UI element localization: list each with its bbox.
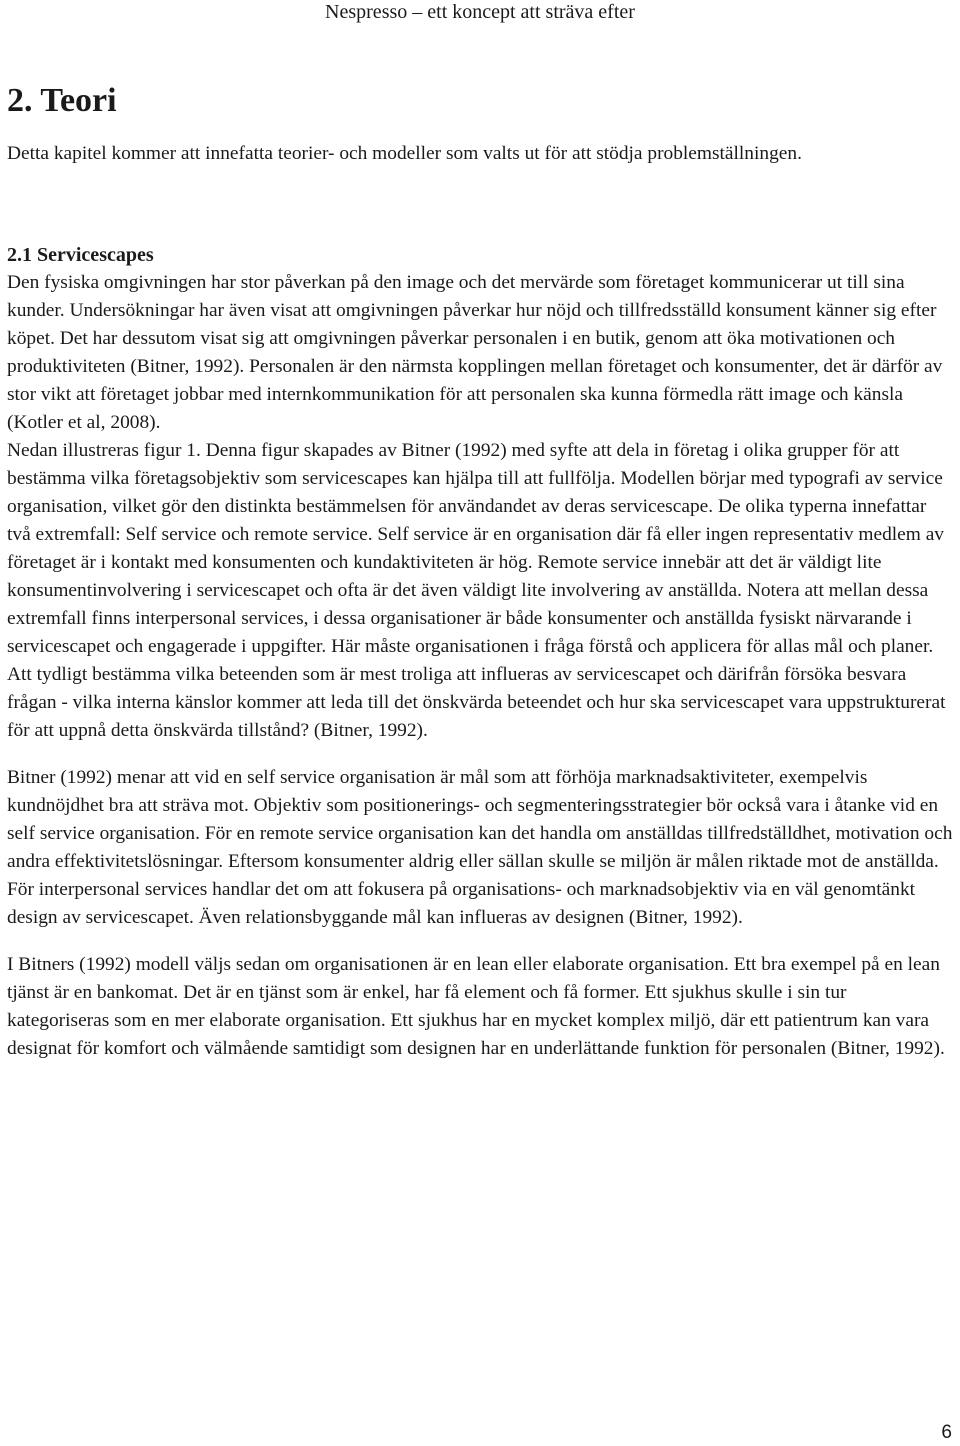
body-paragraph-1: Den fysiska omgivningen har stor påverkan på den image och det mervärde som företaget kommunicerar ut till sina kunder. Undersökningar har även visat att omgivningen påverkar hur nöjd och tillfredsställd konsument känner sig efter köpet. Det har dessutom visat sig att omgivningen påverkar personalen i en butik, genom att öka motivationen och produktiviteten (Bitner, 1992). Personalen är den närmsta kopplingen mellan företaget och konsumenter, det är därför av stor vikt att företaget jobbar med internkommunikation för att personalen ska kunna förmedla rätt image och känsla (Kotler et al, 2008).	[7, 272, 943, 433]
page-body	[7, 79, 953, 1063]
running-header: Nespresso – ett koncept att sträva efter	[325, 1, 635, 23]
body-paragraph-3: Bitner (1992) menar att vid en self service organisation är mål som att förhöja marknadsaktiviteter, exempelvis kundnöjdhet bra att sträva mot. Objektiv som positionerings- och segmenteringsstrategier bör också vara i åtanke vid en self service organisation. För en remote service organisation kan det handla om anställdas tillfredställdhet, motivation och andra effektivitetslösningar. Eftersom konsumenter aldrig eller sällan skulle se miljön är målen riktade mot de anställda. För interpersonal services handlar det om att fokusera på organisations- och marknadsobjektiv via en väl genomtänkt design av servicescapet. Även relationsbyggande mål kan influeras av designen (Bitner, 1992).	[7, 767, 953, 928]
chapter-intro: Detta kapitel kommer att innefatta teorier- och modeller som valts ut för att stödja problemställningen.	[7, 143, 802, 164]
body-paragraph-4: I Bitners (1992) modell väljs sedan om organisationen är en lean eller elaborate organisation. Ett bra exempel på en lean tjänst är en bankomat. Det är en tjänst som är enkel, har få element och få former. Ett sjukhus skulle i sin tur kategoriseras som en mer elaborate organisation. Ett sjukhus har en mycket komplex miljö, där ett patientrum kan vara designat för komfort och välmående samtidigt som designen har en underlättande funktion för personalen (Bitner, 1992).	[7, 954, 945, 1059]
chapter-title: 2. Teori	[7, 82, 117, 119]
section-heading: 2.1 Servicescapes	[7, 244, 154, 266]
page-number: 6	[941, 1422, 952, 1443]
body-paragraph-2: Nedan illustreras figur 1. Denna figur skapades av Bitner (1992) med syfte att dela in företag i olika grupper för att bestämma vilka företagsobjektiv som servicescapes kan hjälpa till att fullfölja. Modellen börjar med typografi av service organisation, vilket gör den distinkta bestämmelsen för användandet av deras servicescape. De olika typerna innefattar två extremfall: Self service och remote service. Self service är en organisation där få eller ingen representativ medlem av företaget är i kontakt med konsumenten och kundaktiviteten är hög. Remote service innebär att det är väldigt lite konsumentinvolvering i servicescapet och ofta är det även väldigt lite involvering av anställda. Notera att mellan dessa extremfall finns interpersonal services, i dessa organisationer är både konsumenter och anställda fysiskt närvarande i servicescapet och engagerade i uppgifter. Här måste organisationen i fråga förstå och applicera för allas mål och planer. Att tydligt bestämma vilka beteenden som är mest troliga att influeras av servicescapet och därifrån försöka besvara frågan - vilka interna känslor kommer att leda till det önskvärda beteendet och hur ska servicescapet vara uppstrukturerat för att uppnå detta önskvärda tillstånd? (Bitner, 1992).	[7, 440, 946, 741]
